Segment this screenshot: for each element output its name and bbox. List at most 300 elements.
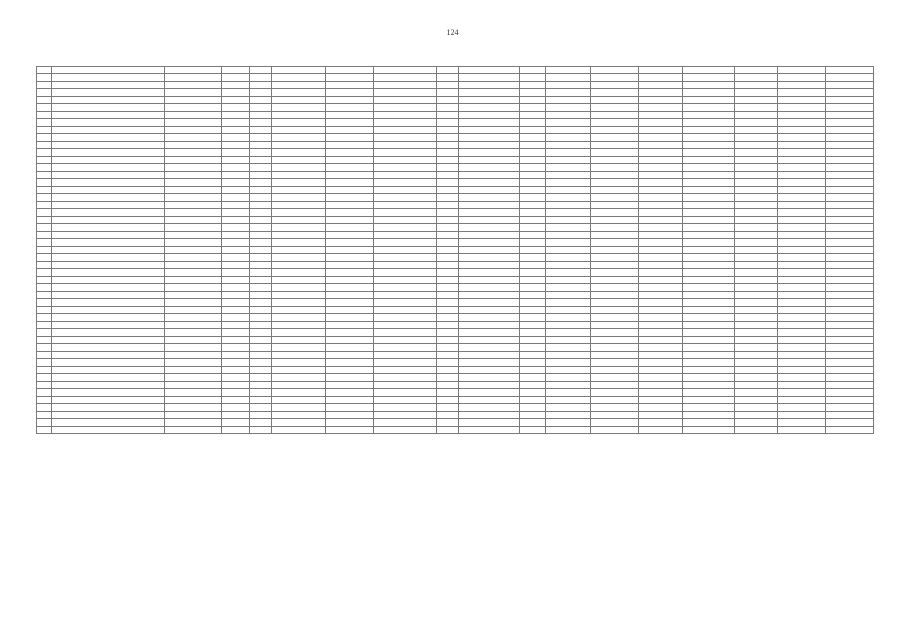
table-cell [165, 179, 222, 187]
table-cell [52, 351, 165, 359]
table-cell [639, 284, 682, 292]
table-cell [221, 321, 249, 329]
table-cell [826, 224, 874, 232]
table-cell [271, 276, 325, 284]
table-cell [165, 291, 222, 299]
table-cell [221, 126, 249, 134]
table-cell [458, 419, 519, 427]
table-cell [250, 209, 272, 217]
table-cell [37, 374, 52, 382]
table-cell [458, 329, 519, 337]
table-cell [519, 209, 545, 217]
table-cell [373, 149, 436, 157]
table-cell [221, 336, 249, 344]
table-row [37, 426, 874, 434]
table-cell [271, 306, 325, 314]
column-header [250, 67, 272, 74]
table-cell [436, 329, 458, 337]
table-cell [436, 171, 458, 179]
table-cell [545, 149, 591, 157]
table-cell [591, 411, 639, 419]
table-cell [165, 89, 222, 97]
table-cell [545, 231, 591, 239]
table-cell [778, 216, 826, 224]
table-cell [458, 291, 519, 299]
table-cell [37, 381, 52, 389]
table-cell [436, 366, 458, 374]
table-cell [52, 156, 165, 164]
table-cell [221, 404, 249, 412]
table-cell [519, 171, 545, 179]
table-cell [545, 216, 591, 224]
table-cell [519, 344, 545, 352]
table-cell [734, 269, 777, 277]
table-cell [250, 351, 272, 359]
table-cell [37, 276, 52, 284]
table-cell [271, 299, 325, 307]
table-cell [221, 366, 249, 374]
table-cell [682, 254, 734, 262]
table-cell [458, 231, 519, 239]
table-cell [682, 389, 734, 397]
table-cell [250, 194, 272, 202]
table-cell [734, 411, 777, 419]
table-cell [826, 389, 874, 397]
table-cell [545, 239, 591, 247]
table-cell [778, 366, 826, 374]
table-cell [37, 351, 52, 359]
table-cell [778, 164, 826, 172]
table-cell [734, 111, 777, 119]
table-cell [373, 419, 436, 427]
table-cell [326, 381, 374, 389]
table-cell [778, 336, 826, 344]
table-cell [373, 426, 436, 434]
table-cell [826, 419, 874, 427]
table-cell [458, 239, 519, 247]
table-cell [221, 269, 249, 277]
table-cell [458, 306, 519, 314]
table-cell [519, 104, 545, 112]
table-cell [436, 104, 458, 112]
table-cell [591, 81, 639, 89]
table-cell [271, 171, 325, 179]
table-cell [519, 329, 545, 337]
table-cell [778, 419, 826, 427]
table-cell [436, 284, 458, 292]
table-cell [458, 201, 519, 209]
table-cell [639, 74, 682, 82]
table-cell [250, 179, 272, 187]
table-cell [271, 186, 325, 194]
table-cell [545, 186, 591, 194]
table-cell [271, 209, 325, 217]
table-cell [250, 321, 272, 329]
table-cell [545, 374, 591, 382]
table-cell [545, 411, 591, 419]
table-cell [436, 156, 458, 164]
table-cell [52, 284, 165, 292]
table-row [37, 179, 874, 187]
table-cell [373, 239, 436, 247]
table-cell [221, 314, 249, 322]
table-cell [165, 404, 222, 412]
table-cell [436, 201, 458, 209]
table-cell [639, 134, 682, 142]
table-cell [826, 239, 874, 247]
table-cell [165, 111, 222, 119]
table-cell [326, 276, 374, 284]
table-cell [37, 411, 52, 419]
table-row [37, 171, 874, 179]
table-cell [682, 179, 734, 187]
table-cell [221, 359, 249, 367]
table-cell [458, 96, 519, 104]
table-row [37, 201, 874, 209]
table-cell [271, 284, 325, 292]
table-cell [37, 404, 52, 412]
table-cell [271, 156, 325, 164]
table-cell [250, 396, 272, 404]
table-cell [458, 314, 519, 322]
table-cell [326, 321, 374, 329]
table-cell [326, 389, 374, 397]
table-cell [250, 306, 272, 314]
table-row [37, 381, 874, 389]
table-cell [682, 411, 734, 419]
table-cell [826, 306, 874, 314]
table-cell [591, 426, 639, 434]
table-cell [250, 381, 272, 389]
table-cell [639, 96, 682, 104]
table-row [37, 291, 874, 299]
table-row [37, 419, 874, 427]
table-cell [458, 389, 519, 397]
table-cell [778, 201, 826, 209]
table-cell [326, 351, 374, 359]
table-cell [545, 74, 591, 82]
table-cell [221, 246, 249, 254]
table-cell [639, 351, 682, 359]
table-cell [37, 344, 52, 352]
table-cell [734, 134, 777, 142]
table-cell [373, 111, 436, 119]
table-cell [545, 336, 591, 344]
table-cell [165, 254, 222, 262]
table-cell [591, 186, 639, 194]
table-row [37, 239, 874, 247]
table-header-row [37, 67, 874, 74]
table-cell [373, 254, 436, 262]
table-cell [37, 389, 52, 397]
table-cell [519, 96, 545, 104]
table-cell [458, 179, 519, 187]
table-cell [545, 261, 591, 269]
table-cell [778, 186, 826, 194]
table-cell [165, 96, 222, 104]
table-cell [591, 209, 639, 217]
table-cell [326, 156, 374, 164]
table-cell [52, 276, 165, 284]
table-cell [373, 411, 436, 419]
table-cell [52, 254, 165, 262]
table-cell [250, 149, 272, 157]
table-cell [373, 381, 436, 389]
table-cell [545, 396, 591, 404]
table-cell [326, 81, 374, 89]
table-cell [545, 141, 591, 149]
table-cell [458, 254, 519, 262]
table-cell [271, 246, 325, 254]
table-cell [639, 411, 682, 419]
table-cell [591, 276, 639, 284]
table-cell [37, 246, 52, 254]
table-cell [826, 81, 874, 89]
table-cell [326, 96, 374, 104]
table-row [37, 299, 874, 307]
table-cell [458, 164, 519, 172]
table-cell [326, 231, 374, 239]
table-cell [778, 156, 826, 164]
table-cell [37, 74, 52, 82]
table-cell [639, 276, 682, 284]
table-cell [682, 194, 734, 202]
table-cell [591, 74, 639, 82]
table-cell [373, 374, 436, 382]
table-cell [373, 261, 436, 269]
table-cell [639, 171, 682, 179]
table-cell [52, 366, 165, 374]
table-cell [826, 171, 874, 179]
table-cell [778, 81, 826, 89]
column-header [734, 67, 777, 74]
table-cell [221, 351, 249, 359]
table-cell [591, 389, 639, 397]
table-cell [373, 74, 436, 82]
table-cell [682, 141, 734, 149]
table-cell [165, 156, 222, 164]
table-cell [734, 254, 777, 262]
table-cell [250, 201, 272, 209]
table-row [37, 186, 874, 194]
table-cell [373, 141, 436, 149]
table-cell [682, 74, 734, 82]
table-cell [250, 261, 272, 269]
table-cell [373, 104, 436, 112]
table-cell [37, 104, 52, 112]
table-cell [778, 231, 826, 239]
table-row [37, 351, 874, 359]
table-cell [519, 254, 545, 262]
table-cell [639, 141, 682, 149]
table-cell [591, 156, 639, 164]
table-cell [52, 321, 165, 329]
table-cell [778, 89, 826, 97]
table-cell [682, 306, 734, 314]
table-cell [436, 96, 458, 104]
table-cell [826, 119, 874, 127]
table-cell [271, 194, 325, 202]
table-cell [545, 314, 591, 322]
table-cell [52, 306, 165, 314]
table-cell [326, 119, 374, 127]
table-cell [682, 396, 734, 404]
table-cell [436, 134, 458, 142]
table-cell [682, 336, 734, 344]
table-cell [826, 351, 874, 359]
table-cell [458, 89, 519, 97]
table-cell [734, 389, 777, 397]
table-cell [52, 89, 165, 97]
table-cell [591, 359, 639, 367]
table-cell [326, 291, 374, 299]
table-cell [326, 419, 374, 427]
table-cell [250, 186, 272, 194]
table-cell [734, 396, 777, 404]
table-row [37, 396, 874, 404]
column-header [682, 67, 734, 74]
table-cell [373, 276, 436, 284]
table-cell [37, 156, 52, 164]
table-cell [250, 284, 272, 292]
table-cell [519, 231, 545, 239]
table-cell [52, 231, 165, 239]
table-cell [682, 381, 734, 389]
table-cell [458, 81, 519, 89]
table-cell [639, 186, 682, 194]
table-cell [326, 179, 374, 187]
table-cell [271, 179, 325, 187]
table-cell [373, 224, 436, 232]
table-cell [326, 254, 374, 262]
table-cell [519, 261, 545, 269]
table-cell [734, 344, 777, 352]
table-cell [52, 299, 165, 307]
table-cell [545, 269, 591, 277]
table-cell [165, 261, 222, 269]
table-cell [37, 239, 52, 247]
table-cell [826, 276, 874, 284]
table-cell [639, 104, 682, 112]
table-cell [682, 224, 734, 232]
table-cell [591, 126, 639, 134]
page-number: 124 [446, 28, 459, 37]
table-cell [826, 396, 874, 404]
table-cell [826, 291, 874, 299]
table-cell [734, 119, 777, 127]
table-cell [271, 261, 325, 269]
column-header [326, 67, 374, 74]
table-cell [519, 366, 545, 374]
table-cell [591, 224, 639, 232]
table-row [37, 209, 874, 217]
table-cell [458, 209, 519, 217]
table-cell [436, 396, 458, 404]
table-cell [436, 336, 458, 344]
table-cell [519, 194, 545, 202]
table-cell [519, 246, 545, 254]
table-cell [734, 74, 777, 82]
table-cell [221, 291, 249, 299]
table-cell [639, 261, 682, 269]
table-cell [271, 224, 325, 232]
table-cell [250, 426, 272, 434]
table-cell [165, 104, 222, 112]
table-cell [37, 261, 52, 269]
table-cell [52, 111, 165, 119]
table-cell [37, 359, 52, 367]
table-row [37, 231, 874, 239]
table-cell [734, 306, 777, 314]
table-cell [271, 411, 325, 419]
table-cell [37, 231, 52, 239]
column-header [545, 67, 591, 74]
table-cell [778, 74, 826, 82]
table-cell [778, 141, 826, 149]
column-header [271, 67, 325, 74]
table-cell [373, 194, 436, 202]
table-cell [436, 81, 458, 89]
table-cell [639, 366, 682, 374]
table-cell [165, 284, 222, 292]
table-cell [326, 164, 374, 172]
table-cell [545, 111, 591, 119]
table-cell [734, 284, 777, 292]
table-cell [682, 329, 734, 337]
table-cell [591, 321, 639, 329]
table-cell [682, 231, 734, 239]
table-cell [165, 299, 222, 307]
table-cell [826, 366, 874, 374]
table-cell [436, 374, 458, 382]
table-cell [682, 344, 734, 352]
table-cell [826, 231, 874, 239]
table-cell [519, 351, 545, 359]
table-cell [519, 374, 545, 382]
table-cell [682, 351, 734, 359]
table-cell [436, 74, 458, 82]
table-cell [436, 306, 458, 314]
table-cell [591, 284, 639, 292]
table-cell [591, 381, 639, 389]
table-cell [326, 111, 374, 119]
table-cell [682, 134, 734, 142]
table-cell [373, 269, 436, 277]
table-cell [545, 96, 591, 104]
table-cell [734, 321, 777, 329]
table-cell [545, 209, 591, 217]
table-cell [37, 284, 52, 292]
table-cell [326, 404, 374, 412]
table-cell [591, 351, 639, 359]
table-cell [326, 246, 374, 254]
table-cell [52, 411, 165, 419]
table-cell [734, 216, 777, 224]
table-cell [591, 344, 639, 352]
table-cell [734, 359, 777, 367]
table-cell [271, 134, 325, 142]
table-cell [271, 351, 325, 359]
table-cell [519, 404, 545, 412]
table-cell [373, 126, 436, 134]
table-cell [545, 351, 591, 359]
table-cell [778, 344, 826, 352]
table-cell [52, 269, 165, 277]
table-cell [326, 194, 374, 202]
table-cell [682, 149, 734, 157]
table-cell [545, 89, 591, 97]
table-cell [591, 269, 639, 277]
